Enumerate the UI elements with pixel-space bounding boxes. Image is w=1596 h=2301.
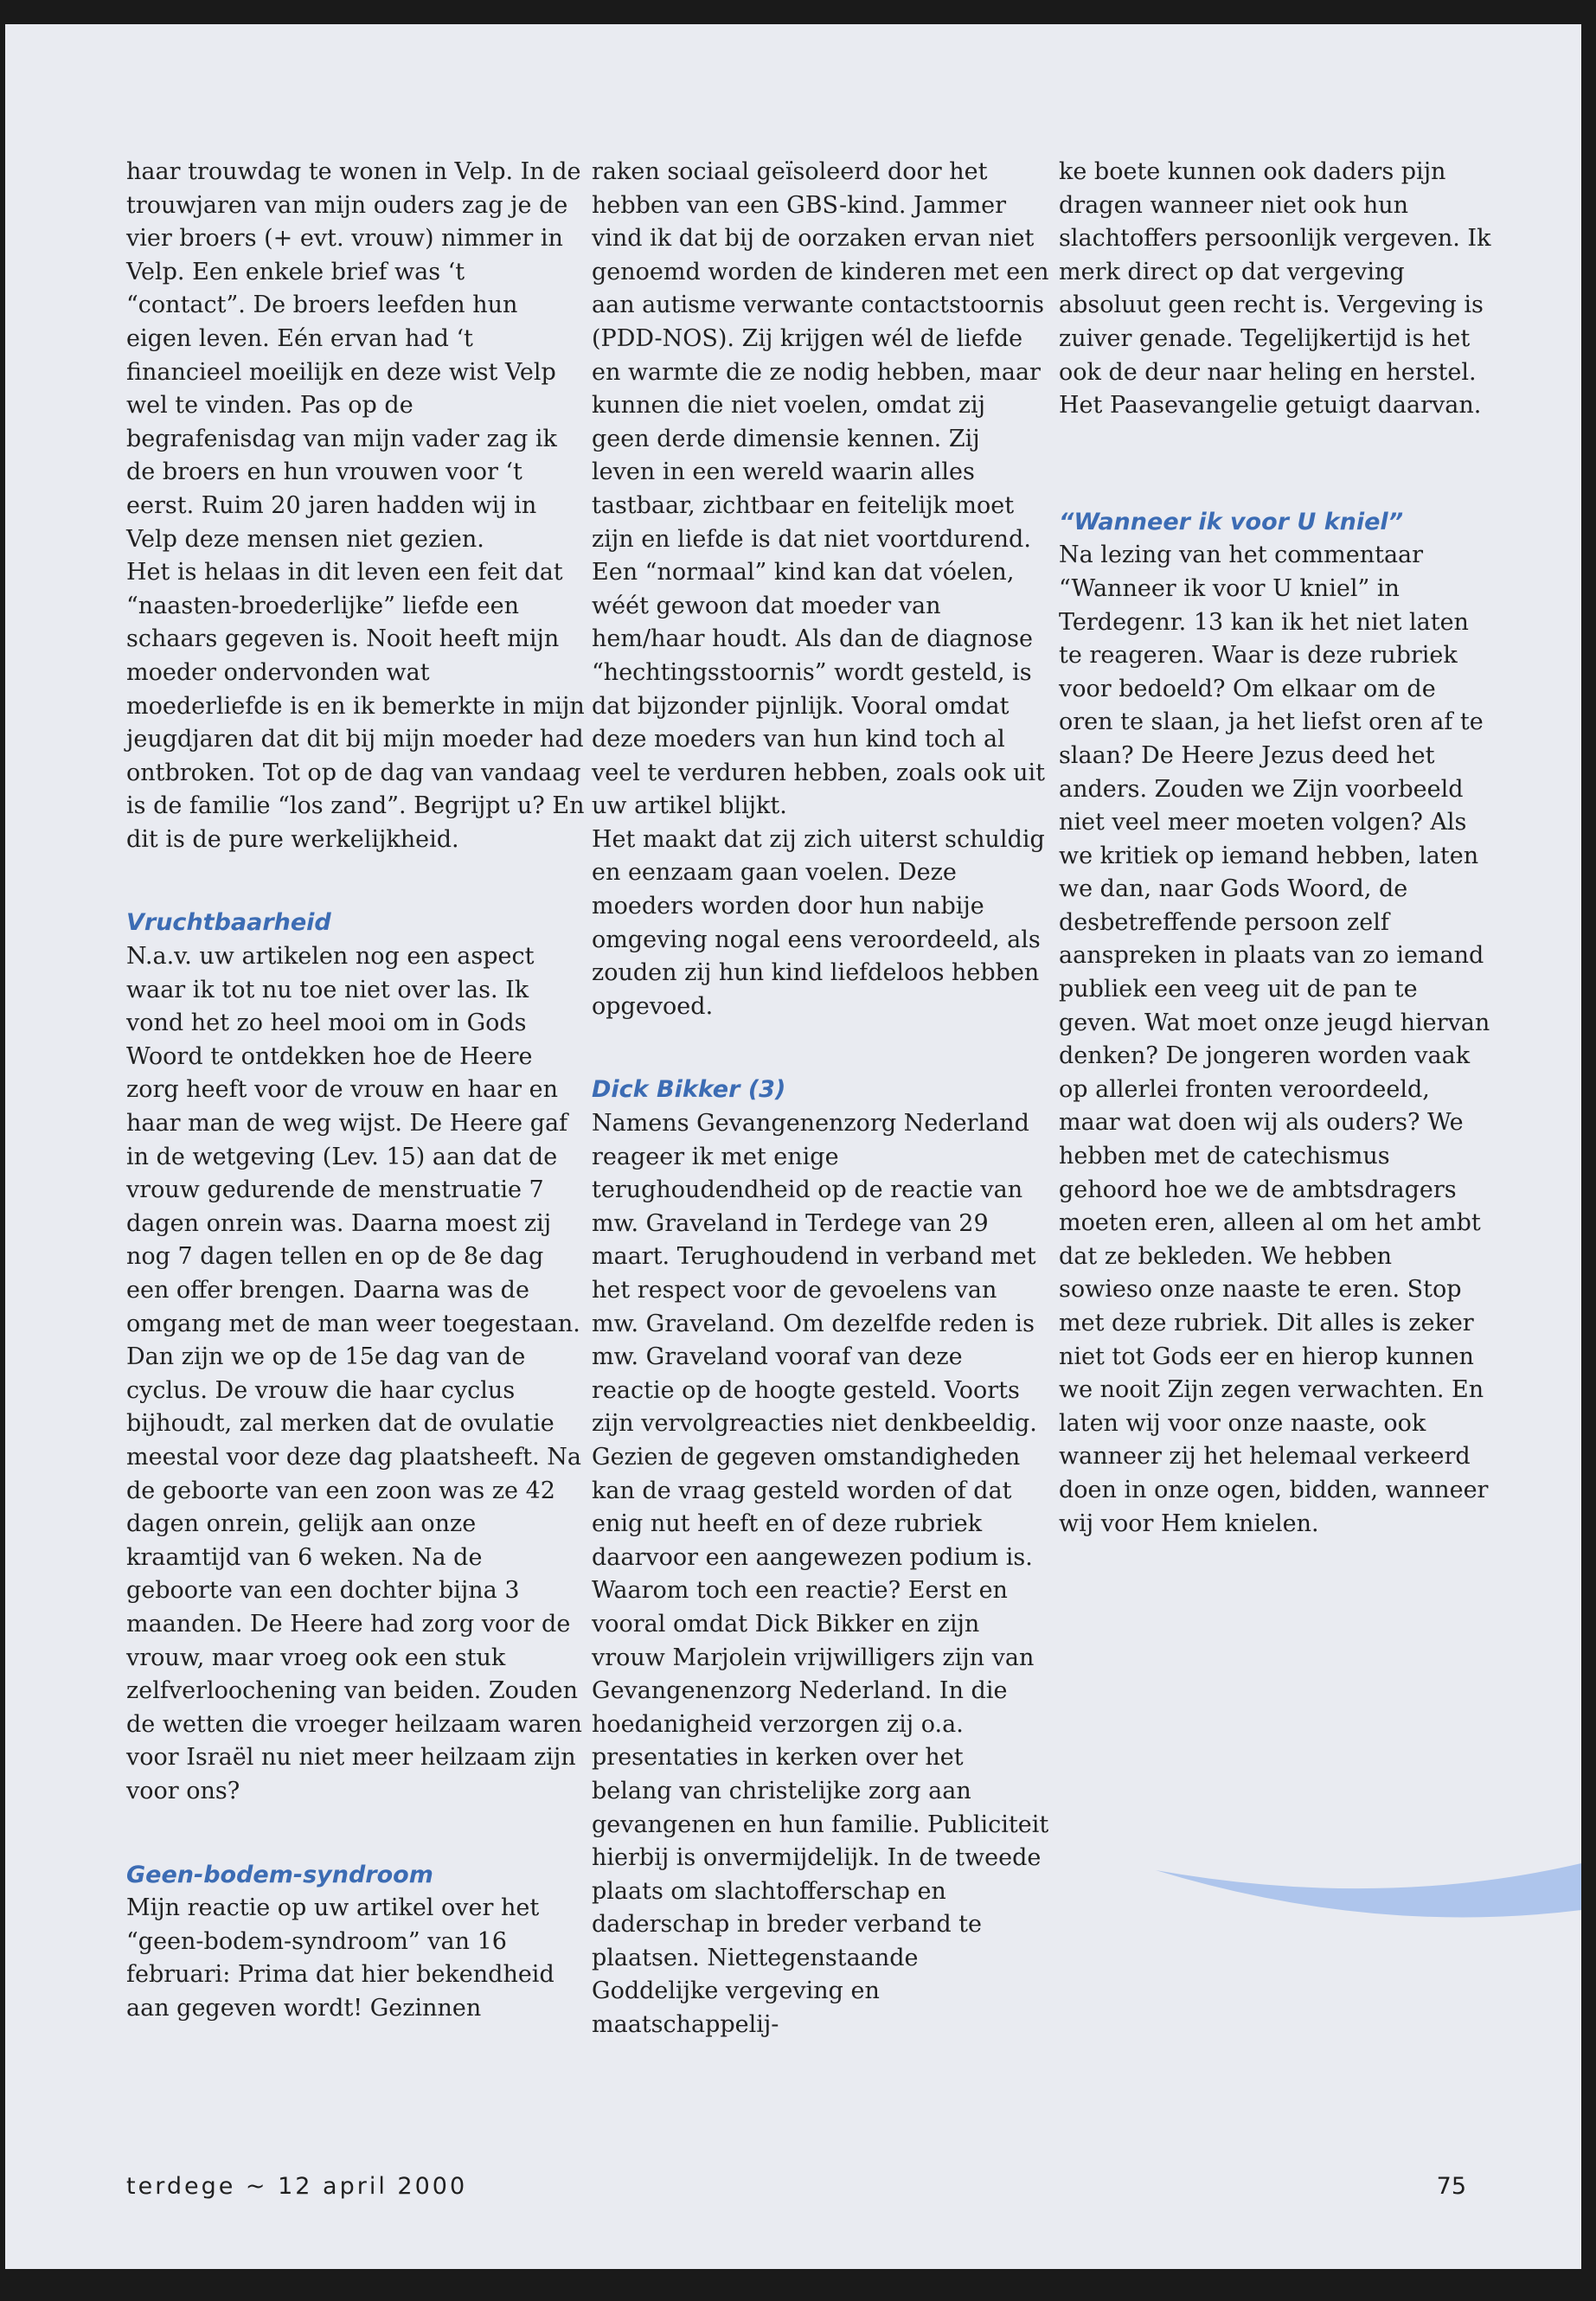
column2-paragraph-2: Een “normaal” kind kan dat vóelen, wéét gewoon dat moeder van hem/haar houdt. Als dan de diagnose “hechtingsstoornis” wordt gesteld, is dat bijzonder pijnlijk. Vooral omdat deze moeders van hun kind toch al veel te verduren hebben, zoals ook uit uw artikel blijkt. [592, 559, 1045, 820]
column1-paragraph-3: N.a.v. uw artikelen nog een aspect waar ik tot nu toe niet over las. Ik vond het zo heel mooi om in Gods Woord te ontdekken hoe de Heere zorg heeft voor de vrouw en haar en haar man de weg wijst. De Heere gaf in de wetgeving (Lev. 15) aan dat de vrouw gedurende de menstruatie 7 dagen onrein was. Daarna moest zij nog 7 dagen tellen en op de 8e dag een offer brengen. Daarna was de omgang met de man weer toegestaan. Dan zijn we op de 15e dag van de cyclus. De vrouw die haar cyclus bijhoudt, zal merken dat de ovulatie meestal voor deze dag plaatsheeft. Na de geboorte van een zoon was ze 42 dagen onrein, gelijk aan onze kraamtijd van 6 weken. Na de geboorte van een dochter bijna 3 maanden. De Heere had zorg voor de vrouw, maar vroeg ook een stuk zelfverloochening van beiden. Zouden de wetten die vroeger heilzaam waren voor Israël nu niet meer heilzaam zijn voor ons? [126, 943, 582, 1804]
column2-paragraph-5: Waarom toch een reactie? Eerst en vooral omdat Dick Bikker en zijn vrouw Marjolein vrijwilligers zijn van Gevangenenzorg Nederland. In die hoedanigheid verzorgen zij o.a. presentaties in kerken over het belang van christelijke zorg aan gevangenen en hun familie. Publiciteit hierbij is onvermijdelijk. In de tweede plaats om slachtofferschap en daderschap in breder verband te plaatsen. Niettegenstaande Goddelijke vergeving en maatschappelij- [592, 1577, 1049, 2039]
column-1 [126, 156, 585, 2025]
heading-vruchtbaarheid: Vruchtbaarheid [126, 909, 331, 937]
column1-paragraph-4: Mijn reactie op uw artikel over het “geen-bodem-syndroom” van 16 februari: Prima dat hier bekendheid aan gegeven wordt! Gezinnen [126, 1894, 554, 2022]
page-number: 75 [1436, 2173, 1466, 2200]
heading-wanneer-ik-voor-u-kniel: “Wanneer ik voor U kniel” [1059, 508, 1404, 535]
footer-publication: terdege ~ 12 april 2000 [126, 2173, 468, 2200]
column2-paragraph-1: raken sociaal geïsoleerd door het hebben van een GBS-kind. Jammer vind ik dat bij de oorzaken ervan niet genoemd worden de kinderen met een aan autisme verwante contactstoornis (PDD-NOS). Zij krijgen wél de liefde en warmte die ze nodig hebben, maar kunnen die niet voelen, omdat zij geen derde dimensie kennen. Zij leven in een wereld waarin alles tastbaar, zichtbaar en feitelijk moet zijn en liefde is dat niet voortdurend. [592, 158, 1049, 553]
column-3 [1059, 156, 1491, 1541]
heading-geen-bodem-syndroom: Geen-bodem-syndroom [126, 1861, 433, 1888]
magazine-page [5, 24, 1581, 2269]
column2-paragraph-4: Namens Gevangenenzorg Nederland reageer ik met enige terughoudendheid op de reactie van mw. Graveland in Terdege van 29 maart. Terughoudend in verband met het respect voor de gevoelens van mw. Graveland. Om dezelfde reden is mw. Graveland vooraf van deze reactie op de hoogte gesteld. Voorts zijn vervolgreacties niet denkbeeldig. Gezien de gegeven omstandigheden kan de vraag gesteld worden of dat enig nut heeft en of deze rubriek daarvoor een aangewezen podium is. [592, 1110, 1037, 1571]
column3-paragraph-1: ke boete kunnen ook daders pijn dragen wanneer niet ook hun slachtoffers persoonlijk vergeven. Ik merk direct op dat vergeving absoluut geen recht is. Vergeving is zuiver genade. Tegelijkertijd is het ook de deur naar heling en herstel. Het Paasevangelie getuigt daarvan. [1059, 158, 1491, 420]
column1-paragraph-2: Het is helaas in dit leven een feit dat “naasten-broederlijke” liefde een schaars gegeven is. Nooit heeft mijn moeder ondervonden wat moederliefde is en ik bemerkte in mijn jeugdjaren dat dit bij mijn moeder had ontbroken. Tot op de dag van vandaag is de familie “los zand”. Begrijpt u? En dit is de pure werkelijkheid. [126, 559, 585, 853]
decorative-swoosh [1156, 1858, 1581, 1953]
column2-paragraph-3: Het maakt dat zij zich uiterst schuldig en eenzaam gaan voelen. Deze moeders worden door hun nabije omgeving nogal eens veroordeeld, als zouden zij hun kind liefdeloos hebben opgevoed. [592, 825, 1045, 1020]
column1-paragraph-1: haar trouwdag te wonen in Velp. In de trouwjaren van mijn ouders zag je de vier broers (+ evt. vrouw) nimmer in Velp. Een enkele brief was ‘t “contact”. De broers leefden hun eigen leven. Eén ervan had ‘t financieel moeilijk en deze wist Velp wel te vinden. Pas op de begrafenisdag van mijn vader zag ik de broers en hun vrouwen voor ‘t eerst. Ruim 20 jaren hadden wij in Velp deze mensen niet gezien. [126, 158, 581, 553]
column-2 [592, 156, 1050, 2042]
heading-dick-bikker: Dick Bikker (3) [592, 1076, 786, 1104]
column3-paragraph-2: Na lezing van het commentaar “Wanneer ik voor U kniel” in Terdegenr. 13 kan ik het niet laten te reageren. Waar is deze rubriek voor bedoeld? Om elkaar om de oren te slaan, ja het liefst oren af te slaan? De Heere Jezus deed het anders. Zouden we Zijn voorbeeld niet veel meer moeten volgen? Als we kritiek op iemand hebben, laten we dan, naar Gods Woord, de desbetreffende persoon zelf aanspreken in plaats van zo iemand publiek een veeg uit de pan te geven. Wat moet onze jeugd hiervan denken? De jongeren worden vaak op allerlei fronten veroordeeld, maar wat doen wij als ouders? We hebben met de catechismus gehoord hoe we de ambtsdragers moeten eren, alleen al om het ambt dat ze bekleden. We hebben sowieso onze naaste te eren. Stop met deze rubriek. Dit alles is zeker niet tot Gods eer en hierop kunnen we nooit Zijn zegen verwachten. En laten wij voor onze naaste, ook wanneer zij het helemaal verkeerd doen in onze ogen, bidden, wanneer wij voor Hem knielen. [1059, 542, 1490, 1537]
